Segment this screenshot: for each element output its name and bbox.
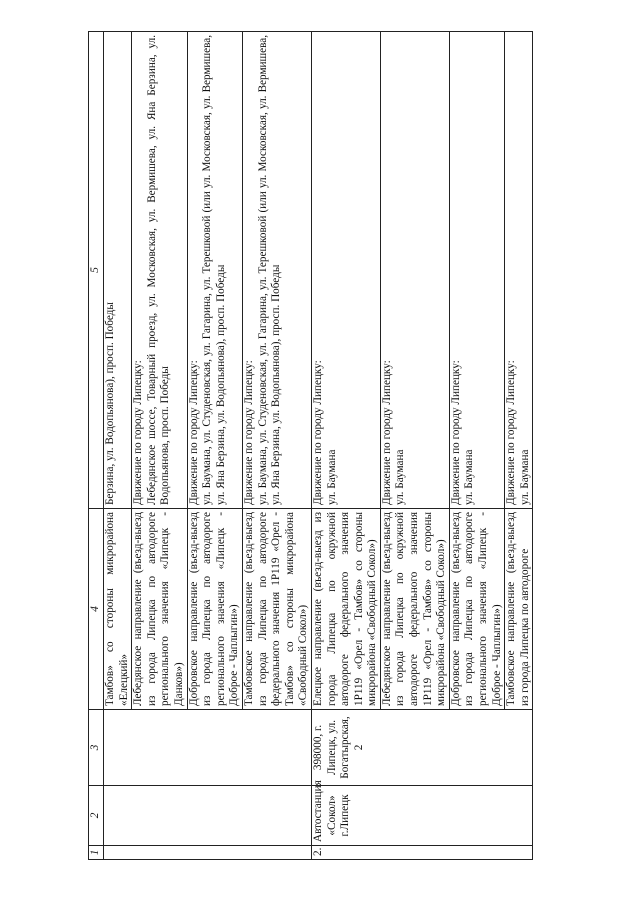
- station2-number: 2.: [311, 846, 533, 860]
- route-cell: [380, 32, 449, 509]
- table-row: [311, 32, 380, 860]
- route-streets: ул. Баумана: [463, 449, 476, 505]
- route-cell: [505, 32, 533, 509]
- route-cell: [449, 32, 504, 509]
- station2-address: 398000, г. Липецк, ул. Богатырская, 2: [311, 710, 533, 786]
- header-col-1: 1: [89, 846, 104, 860]
- header-col-2: 2: [89, 786, 104, 846]
- route-streets: ул. Баумана, ул. Студеновская, ул. Гагарина, ул. Терешковой (или ул. Московская, ул. Вермишева, ул. Яна Берзина, ул. Водопьянова), просп. Победы: [201, 35, 227, 505]
- direction-cell: Тамбовское направление (въезд-выезд из города Липецка по автодороге федерального значения 1Р119 «Орел - Тамбов» со стороны микрорайона «Свободный Сокол»): [242, 509, 311, 710]
- route-cell: [311, 32, 380, 509]
- route-streets: ул. Баумана, ул. Студеновская, ул. Гагарина, ул. Терешковой (или ул. Московская, ул. Вермишева, ул. Яна Берзина, ул. Водопьянова), просп. Победы: [256, 35, 283, 505]
- route-streets: ул. Баумана: [518, 449, 531, 505]
- table-row: [104, 32, 132, 860]
- station1-number-cell: [104, 846, 312, 860]
- route-cell: Берзина, ул. Водопьянова), просп. Победы: [104, 32, 132, 509]
- direction-cell: Добровское направление (въезд-выезд из города Липецка по автодороге регионального значения «Липецк - Доброе - Чаплыгин»): [449, 509, 504, 710]
- routes-table: [88, 31, 533, 860]
- route-title: Движение по городу Липецку:: [242, 360, 255, 505]
- route-title: Движение по городу Липецку:: [505, 360, 518, 505]
- route-title: Движение по городу Липецку:: [132, 360, 145, 505]
- station2-name: Автостанция «Сокол» г.Липецк: [311, 786, 533, 846]
- header-col-5: 5: [89, 32, 104, 509]
- route-cell: [132, 32, 187, 509]
- route-streets: Лебедянское шоссе, Товарный проезд, ул. Московская, ул. Вермишева, ул. Яна Берзина, ул. Водопьянова, просп. Победы: [145, 35, 172, 505]
- station1-name-cell: [104, 786, 312, 846]
- direction-cell: Елецкое направление (въезд-выезд из города Липецка по окружной автодороге федерального значения 1Р119 «Орел - Тамбов» со стороны микрорайона «Свободный Сокол»): [311, 509, 380, 710]
- route-title: Движение по городу Липецку:: [311, 360, 324, 505]
- direction-cell: Тамбов» со стороны микрорайона «Елецкий»: [104, 509, 132, 710]
- direction-cell: Лебедянское направление (въезд-выезд из города Липецка по автодороге регионального значения «Липецк - Данков»): [132, 509, 187, 710]
- route-cell: [242, 32, 311, 509]
- route-title: Движение по городу Липецку:: [187, 360, 200, 505]
- header-row: [89, 32, 104, 860]
- direction-cell: Тамбовское направление (въезд-выезд из города Липецка по автодороге: [505, 509, 533, 710]
- route-cell: [187, 32, 242, 509]
- route-streets: ул. Баумана: [325, 449, 338, 505]
- direction-cell: Добровское направление (въезд-выезд из города Липецка по автодороге регионального значения «Липецк - Доброе - Чаплыгин»): [187, 509, 242, 710]
- route-title: Движение по городу Липецку:: [380, 360, 393, 505]
- header-col-4: 4: [89, 509, 104, 710]
- route-title: Движение по городу Липецку:: [449, 360, 462, 505]
- direction-cell: Лебедянское направление (въезд-выезд из города Липецка по окружной автодороге федерального значения 1Р119 «Орел - Тамбов» со стороны микрорайона «Свободный Сокол»): [380, 509, 449, 710]
- header-col-3: 3: [89, 710, 104, 786]
- route-streets: ул. Баумана: [394, 449, 407, 505]
- station1-address-cell: [104, 710, 312, 786]
- rotated-page: [88, 31, 574, 860]
